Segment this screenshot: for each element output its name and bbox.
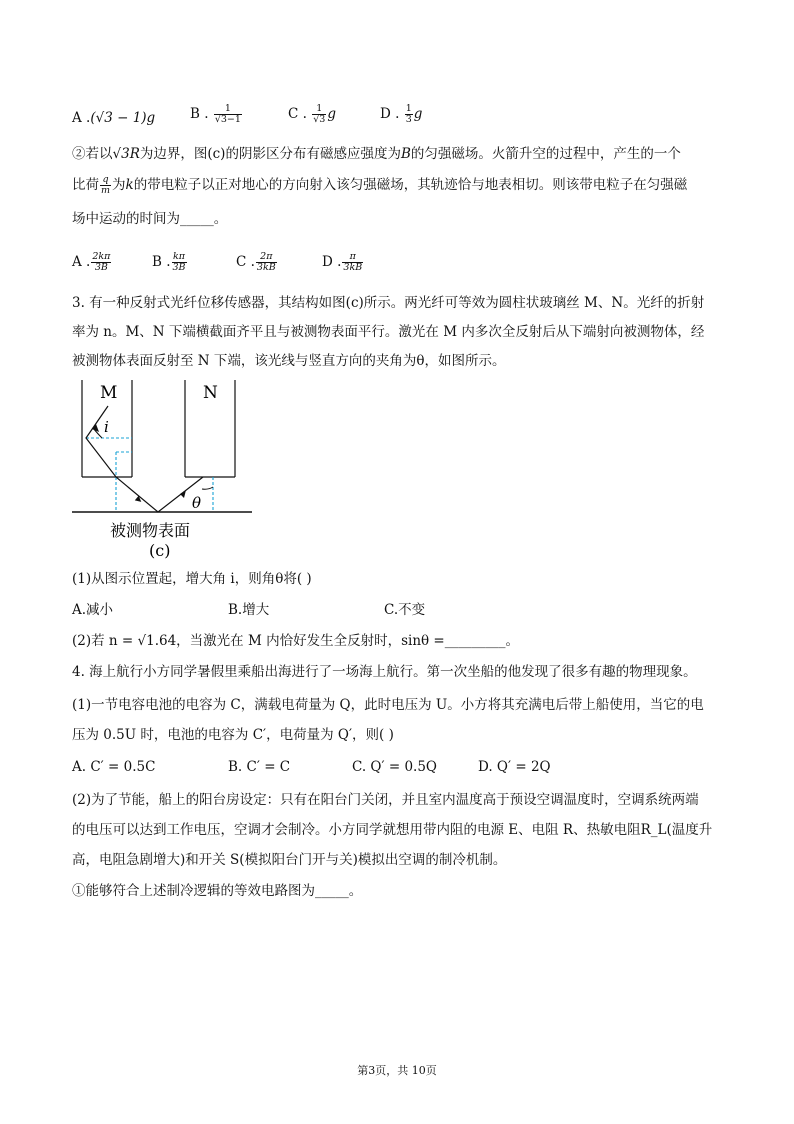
q3-line2: 率为 n。M、N 下端横截面齐平且与被测物表面平行。激光在 M 内多次全反射后从下端射向被测物体，经	[72, 324, 705, 340]
label-m: M	[100, 383, 118, 403]
q3-sub2: (2)若 n = √1.64，当激光在 M 内恰好发生全反射时，sinθ =_________。	[72, 633, 519, 649]
figure-caption: (c)	[149, 541, 171, 560]
fraction: $\frac{1}{3}$	[405, 103, 412, 125]
arrow-icon	[135, 496, 143, 504]
option-a: A .(√3 − 1)g	[72, 110, 156, 126]
q2-option-c: C . $\frac{2\pi}{3kB}$	[236, 251, 276, 273]
q4-sub1-line1: (1)一节电容电池的电容为 C，满载电荷量为 Q，此时电压为 U。小方将其充满电后带上船使用，当它的电	[72, 697, 704, 713]
fraction: $\frac{q}{m}$	[101, 174, 111, 196]
q2-option-b: B . $\frac{k\pi}{3B}$	[152, 251, 186, 273]
q3-line3: 被测物体表面反射至 N 下端，该光线与竖直方向的夹角为θ，如图所示。	[72, 353, 506, 369]
q4-sub2-line1: (2)为了节能，船上的阳台房设定：只有在阳台门关闭，并且室内温度高于预设空调温度时，空调系统两端	[72, 792, 699, 808]
fraction: $\frac{1}{√3}$	[313, 103, 326, 125]
q4-sub1-line2: 压为 0.5U 时，电池的电容为 C′，电荷量为 Q′，则( )	[72, 727, 394, 743]
option-b: B . $\frac{1}{√3-1}$	[190, 103, 241, 125]
q3-sub1-option-a: A.减小	[72, 602, 114, 618]
fiber-sensor-figure	[72, 372, 262, 562]
q4-sub2-line3: 高，电阻急剧增大)和开关 S(模拟阳台门开与关)模拟出空调的制冷机制。	[72, 852, 507, 868]
angle-theta-arc	[202, 487, 213, 489]
arrow-icon	[180, 490, 186, 498]
q4-sub2-line4: ①能够符合上述制冷逻辑的等效电路图为_____。	[72, 883, 363, 899]
surface-label: 被测物表面	[110, 521, 191, 540]
q3-sub1: (1)从图示位置起，增大角 i，则角θ将( )	[72, 571, 312, 587]
label-i: i	[104, 418, 109, 436]
option-d: D . $\frac{1}{3}$ g	[380, 103, 423, 125]
q4-option-a: A. C′ = 0.5C	[72, 759, 156, 775]
label-theta: θ	[192, 494, 202, 512]
q2-option-d: D . $\frac{\pi}{3kB}$	[322, 251, 363, 273]
page-footer: 第3页，共 10页	[357, 1064, 437, 1077]
q2-line1: ②若以√3R为边界，图(c)的阴影区分布有磁感应强度为B的匀强磁场。火箭升空的过程中，产生的一个	[72, 146, 681, 162]
q2-line3: 场中运动的时间为_____。	[72, 211, 228, 227]
q4-line1: 4. 海上航行小方同学暑假里乘船出海进行了一场海上航行。第一次坐船的他发现了很多有趣的物理现象。	[72, 664, 697, 680]
q4-option-b: B. C′ = C	[228, 759, 291, 775]
fraction: $\frac{1}{√3-1}$	[214, 103, 241, 125]
q3-sub1-option-b: B.增大	[228, 602, 270, 618]
q3-sub1-option-c: C.不变	[384, 602, 426, 618]
q3-line1: 3. 有一种反射式光纤位移传感器，其结构如图(c)所示。两光纤可等效为圆柱状玻璃丝 M、N。光纤的折射	[72, 295, 705, 311]
q4-option-d: D. Q′ = 2Q	[478, 759, 551, 775]
q2-line2: 比荷 $\frac{q}{m}$ 为k的带电粒子以正对地心的方向射入该匀强磁场，其轨迹恰与地表相切。则该带电粒子在匀强磁	[72, 174, 688, 196]
label-n: N	[203, 383, 218, 403]
q4-option-c: C. Q′ = 0.5Q	[352, 759, 437, 775]
option-c: C . $\frac{1}{√3}$ g	[288, 103, 336, 125]
q4-sub2-line2: 的电压可以达到工作电压，空调才会制冷。小方同学就想用带内阻的电源 E、电阻 R、热敏电阻R_L(温度升	[72, 822, 713, 838]
q2-option-a: A . $\frac{2k\pi}{3B}$	[72, 251, 111, 273]
